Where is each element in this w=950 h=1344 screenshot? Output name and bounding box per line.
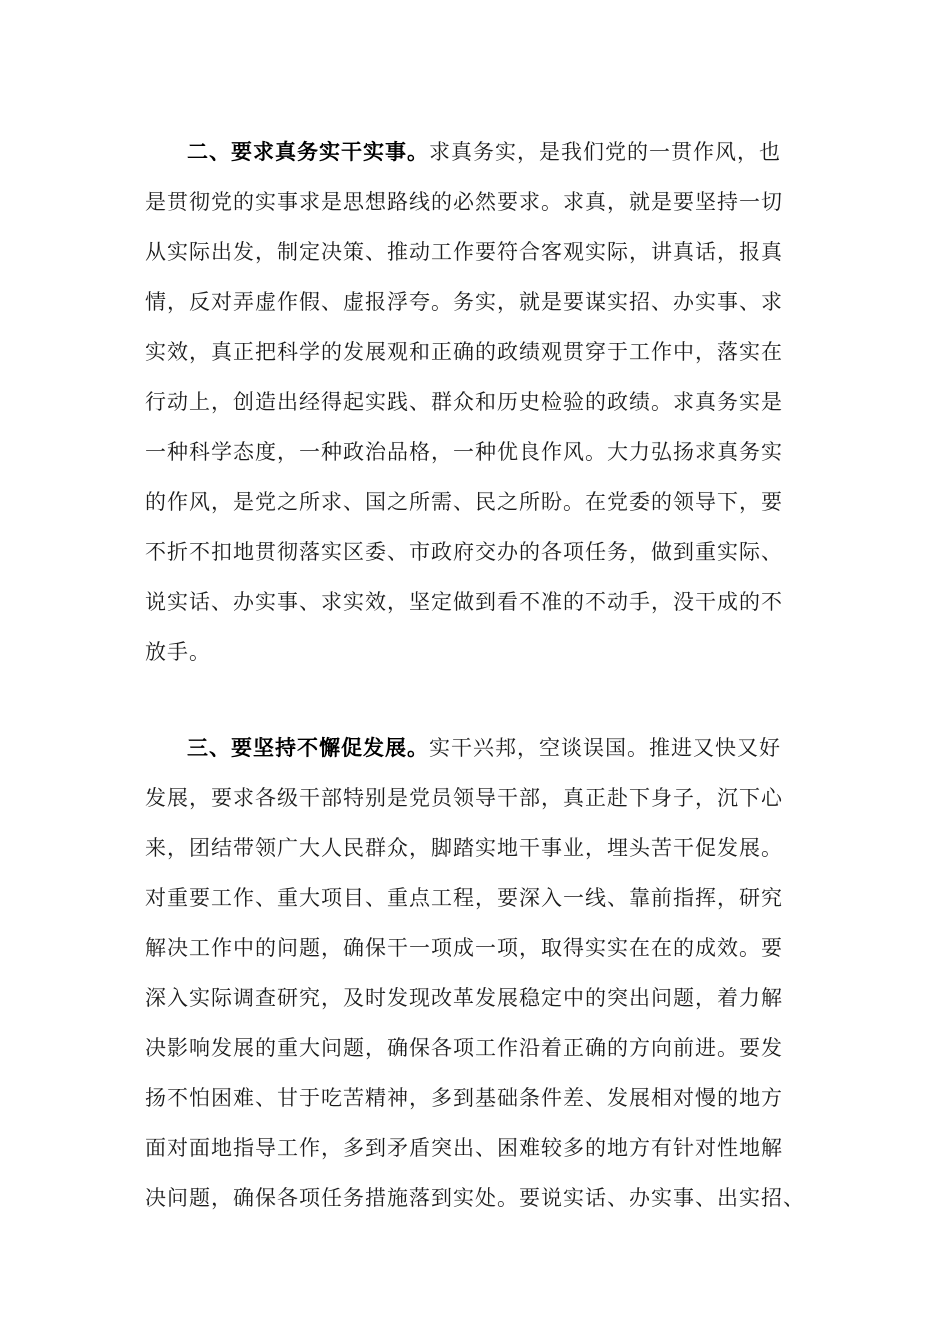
section-heading: 二、要求真务实干实事。: [187, 139, 429, 164]
paragraph-first-line: [145, 127, 845, 177]
paragraph-line: 不折不扣地贯彻落实区委、市政府交办的各项任务，做到重实际、: [145, 540, 783, 564]
paragraph-line: 发展，要求各级干部特别是党员领导干部，真正赴下身子，沉下心: [145, 786, 783, 810]
paragraph-line: 放手。: [145, 640, 211, 664]
paragraph-line: 来，团结带领广大人民群众，脚踏实地干事业，埋头苦干促发展。: [145, 836, 783, 860]
paragraph-line: 从实际出发，制定决策、推动工作要符合客观实际，讲真话，报真: [145, 240, 783, 264]
paragraph-line: 面对面地指导工作，多到矛盾突出、困难较多的地方有针对性地解: [145, 1136, 783, 1160]
paragraph-line: 说实话、办实事、求实效，坚定做到看不准的不动手，没干成的不: [145, 590, 783, 614]
paragraph-first-line: [145, 723, 845, 773]
paragraph-line: 情，反对弄虚作假、虚报浮夸。务实，就是要谋实招、办实事、求: [145, 290, 783, 314]
paragraph-text: 求真务实，是我们党的一贯作风，也: [429, 140, 781, 164]
paragraph-line: 决影响发展的重大问题，确保各项工作沿着正确的方向前进。要发: [145, 1036, 783, 1060]
paragraph-line: 扬不怕困难、甘于吃苦精神，多到基础条件差、发展相对慢的地方: [145, 1086, 783, 1110]
section-heading: 三、要坚持不懈促发展。: [187, 735, 429, 760]
paragraph-line: 一种科学态度，一种政治品格，一种优良作风。大力弘扬求真务实: [145, 440, 783, 464]
paragraph-line: 对重要工作、重大项目、重点工程，要深入一线、靠前指挥，研究: [145, 886, 783, 910]
paragraph-text: 实干兴邦，空谈误国。推进又快又好: [429, 736, 781, 760]
paragraph-line: 解决工作中的问题，确保干一项成一项，取得实实在在的成效。要: [145, 936, 783, 960]
paragraph-line: 决问题，确保各项任务措施落到实处。要说实话、办实事、出实招、: [145, 1186, 805, 1210]
paragraph-line: 行动上，创造出经得起实践、群众和历史检验的政绩。求真务实是: [145, 390, 783, 414]
paragraph-line: 实效，真正把科学的发展观和正确的政绩观贯穿于工作中，落实在: [145, 340, 783, 364]
section-three-paragraph: [145, 723, 845, 1223]
paragraph-line: 的作风，是党之所求、国之所需、民之所盼。在党委的领导下，要: [145, 490, 783, 514]
section-two-paragraph: [145, 127, 845, 677]
paragraph-line: 深入实际调查研究，及时发现改革发展稳定中的突出问题，着力解: [145, 986, 783, 1010]
paragraph-line: 是贯彻党的实事求是思想路线的必然要求。求真，就是要坚持一切: [145, 190, 783, 214]
